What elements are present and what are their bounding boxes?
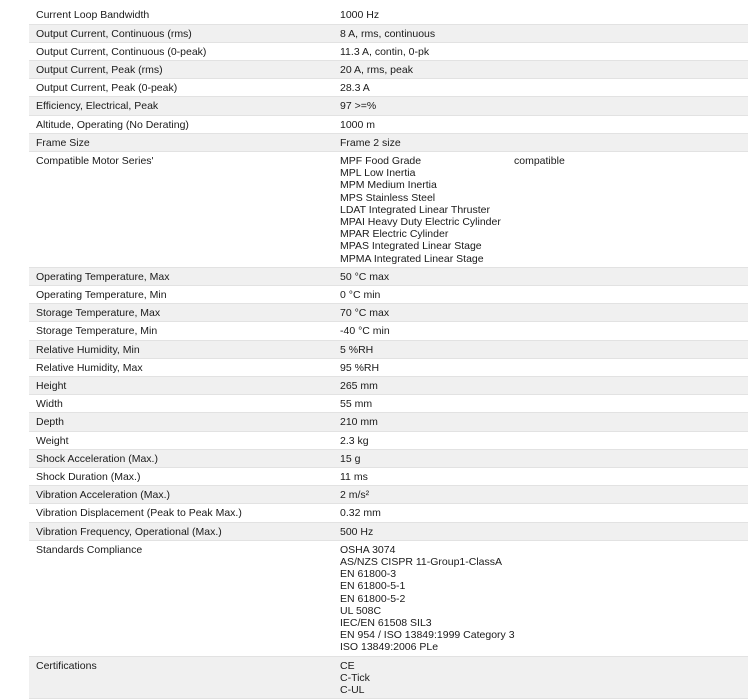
- spec-value-cell: [333, 522, 748, 540]
- spec-value: 15 g: [340, 452, 361, 465]
- spec-value-cell: [333, 376, 748, 394]
- spec-row: [29, 395, 748, 413]
- spec-value-cell: [333, 6, 748, 24]
- spec-value-cell: [333, 133, 748, 151]
- spec-value: [340, 541, 748, 656]
- spec-value: 20 A, rms, peak: [340, 63, 413, 76]
- spec-value: 11 ms: [340, 470, 368, 483]
- spec-value: 5 %RH: [340, 343, 374, 356]
- spec-label: Current Loop Bandwidth: [36, 9, 150, 21]
- spec-row: [29, 431, 748, 449]
- spec-value-cell: [333, 267, 748, 285]
- spec-label-cell: [29, 60, 333, 78]
- spec-label-cell: [29, 79, 333, 97]
- spec-value: 2.3 kg: [340, 434, 369, 447]
- spec-value-cell: [333, 97, 748, 115]
- spec-label: Altitude, Operating (No Derating): [36, 118, 189, 131]
- spec-row: [29, 42, 748, 60]
- spec-value-line: [340, 155, 748, 167]
- spec-label-cell: [29, 467, 333, 485]
- spec-value-cell: [333, 486, 748, 504]
- spec-value-line: MPAR Electric Cylinder: [340, 228, 449, 241]
- spec-label-cell: [29, 97, 333, 115]
- spec-label-cell: [29, 413, 333, 431]
- spec-value-line: EN 61800-5-1: [340, 580, 406, 593]
- spec-value-line: C-UL: [340, 684, 365, 697]
- spec-label: Operating Temperature, Max: [36, 270, 170, 283]
- spec-row: [29, 486, 748, 504]
- spec-value-cell: [333, 504, 748, 522]
- spec-value: 11.3 A, contin, 0-pk: [340, 45, 430, 58]
- spec-value: 1000 Hz: [340, 9, 380, 21]
- spec-value: 70 °C max: [340, 307, 390, 320]
- spec-value: Frame 2 size: [340, 136, 401, 149]
- spec-value-cell: [333, 656, 748, 699]
- spec-label: Depth: [36, 416, 65, 429]
- spec-row: [29, 522, 748, 540]
- spec-value-cell: [333, 115, 748, 133]
- spec-value-line: IEC/EN 61508 SIL3: [340, 617, 432, 630]
- spec-label: Vibration Acceleration (Max.): [36, 489, 171, 502]
- spec-value: 1000 m: [340, 118, 376, 131]
- spec-row: [29, 304, 748, 322]
- spec-label: Frame Size: [36, 136, 90, 149]
- spec-row: [29, 133, 748, 151]
- spec-row: [29, 285, 748, 303]
- spec-row: [29, 115, 748, 133]
- spec-value-line: OSHA 3074: [340, 543, 396, 556]
- spec-label-cell: [29, 115, 333, 133]
- spec-label-cell: [29, 656, 333, 699]
- spec-value: 50 °C max: [340, 270, 390, 283]
- spec-row: [29, 340, 748, 358]
- spec-label: Storage Temperature, Min: [36, 325, 158, 338]
- spec-label-cell: [29, 322, 333, 340]
- spec-row: [29, 449, 748, 467]
- spec-row: [29, 656, 748, 699]
- spec-value: 97 >=%: [340, 100, 377, 113]
- spec-label-cell: [29, 522, 333, 540]
- spec-value-cell: [333, 467, 748, 485]
- spec-label: Efficiency, Electrical, Peak: [36, 100, 159, 113]
- spec-value-line: C-Tick: [340, 671, 370, 684]
- spec-label-cell: [29, 24, 333, 42]
- spec-label: Vibration Displacement (Peak to Peak Max.): [36, 507, 242, 520]
- spec-row: [29, 376, 748, 394]
- spec-value-line: MPL Low Inertia: [340, 167, 416, 180]
- spec-value: 500 Hz: [340, 525, 374, 538]
- spec-row: [29, 358, 748, 376]
- spec-row: [29, 540, 748, 656]
- spec-label-cell: [29, 285, 333, 303]
- spec-value: [340, 657, 748, 699]
- spec-value-line: ISO 13849:2006 PLe: [340, 641, 439, 654]
- spec-label: Relative Humidity, Min: [36, 343, 140, 356]
- spec-value-cell: [333, 540, 748, 656]
- spec-value-cell: [333, 42, 748, 60]
- spec-value-cell: [333, 431, 748, 449]
- spec-value-line: EN 954 / ISO 13849:1999 Category 3: [340, 629, 515, 642]
- spec-label: Compatible Motor Series': [36, 154, 154, 167]
- spec-label-cell: [29, 267, 333, 285]
- spec-label: Output Current, Peak (rms): [36, 63, 163, 76]
- spec-value: 0.32 mm: [340, 507, 381, 520]
- spec-value-cell: [333, 322, 748, 340]
- spec-label-cell: [29, 340, 333, 358]
- spec-row: [29, 267, 748, 285]
- spec-value-cell: [333, 285, 748, 303]
- spec-value-line: CE: [340, 659, 355, 672]
- spec-label-cell: [29, 133, 333, 151]
- spec-value-cell: [333, 413, 748, 431]
- spec-row: [29, 322, 748, 340]
- spec-label: Storage Temperature, Max: [36, 307, 161, 320]
- spec-value-cell: [333, 151, 748, 267]
- spec-label: Shock Acceleration (Max.): [36, 452, 158, 465]
- spec-value: 55 mm: [340, 398, 373, 411]
- spec-label-cell: [29, 486, 333, 504]
- spec-label-cell: [29, 449, 333, 467]
- spec-value-line: MPMA Integrated Linear Stage: [340, 252, 484, 265]
- spec-label: Standards Compliance: [36, 543, 143, 556]
- spec-label-cell: [29, 540, 333, 656]
- spec-label: Height: [36, 379, 67, 392]
- spec-row: [29, 467, 748, 485]
- spec-row: [29, 60, 748, 78]
- spec-value-line: UL 508C: [340, 604, 382, 617]
- spec-row: [29, 504, 748, 522]
- spec-value-line: AS/NZS CISPR 11-Group1-ClassA: [340, 556, 503, 568]
- spec-label-cell: [29, 395, 333, 413]
- spec-row: [29, 79, 748, 97]
- spec-value-line: MPAS Integrated Linear Stage: [340, 240, 482, 253]
- spec-label-cell: [29, 504, 333, 522]
- spec-value-line: MPS Stainless Steel: [340, 191, 436, 204]
- spec-value: 265 mm: [340, 379, 378, 392]
- spec-label: Width: [36, 398, 63, 411]
- spec-row: [29, 151, 748, 267]
- spec-value: 8 A, rms, continuous: [340, 27, 436, 40]
- compatibility-note: compatible: [514, 154, 565, 167]
- spec-label: Operating Temperature, Min: [36, 288, 167, 301]
- spec-label: Output Current, Peak (0-peak): [36, 82, 178, 95]
- spec-label: Vibration Frequency, Operational (Max.): [36, 525, 222, 538]
- spec-value-cell: [333, 24, 748, 42]
- spec-row: [29, 413, 748, 431]
- spec-value-cell: [333, 449, 748, 467]
- spec-value: 210 mm: [340, 416, 378, 429]
- spec-label: Output Current, Continuous (0-peak): [36, 45, 207, 58]
- spec-value-line-text: MPF Food Grade: [340, 154, 422, 167]
- spec-value-line: EN 61800-3: [340, 568, 397, 581]
- spec-value: -40 °C min: [340, 325, 390, 338]
- spec-value: [340, 152, 748, 267]
- spec-value-line: MPM Medium Inertia: [340, 179, 437, 192]
- spec-label-cell: [29, 151, 333, 267]
- spec-value-line: LDAT Integrated Linear Thruster: [340, 203, 490, 216]
- spec-label-cell: [29, 431, 333, 449]
- spec-value: 0 °C min: [340, 288, 381, 301]
- spec-label-cell: [29, 358, 333, 376]
- spec-row: [29, 97, 748, 115]
- spec-value-cell: [333, 358, 748, 376]
- spec-label-cell: [29, 376, 333, 394]
- spec-value-cell: [333, 79, 748, 97]
- specifications-table: [29, 6, 748, 699]
- spec-label-cell: [29, 6, 333, 24]
- spec-label: Shock Duration (Max.): [36, 470, 141, 483]
- spec-row: [29, 24, 748, 42]
- spec-value-line: MPAI Heavy Duty Electric Cylinder: [340, 215, 501, 228]
- spec-label: Weight: [36, 434, 69, 447]
- spec-label: Certifications: [36, 659, 97, 672]
- spec-value: 95 %RH: [340, 361, 380, 374]
- spec-value-line: EN 61800-5-2: [340, 592, 406, 605]
- spec-value-cell: [333, 304, 748, 322]
- spec-value: 2 m/s²: [340, 489, 370, 502]
- spec-value-cell: [333, 60, 748, 78]
- spec-value-cell: [333, 340, 748, 358]
- spec-label-cell: [29, 304, 333, 322]
- spec-value-cell: [333, 395, 748, 413]
- spec-value: 28.3 A: [340, 82, 370, 95]
- spec-label: Relative Humidity, Max: [36, 361, 143, 374]
- spec-row: [29, 6, 748, 24]
- spec-label: Output Current, Continuous (rms): [36, 27, 192, 40]
- spec-label-cell: [29, 42, 333, 60]
